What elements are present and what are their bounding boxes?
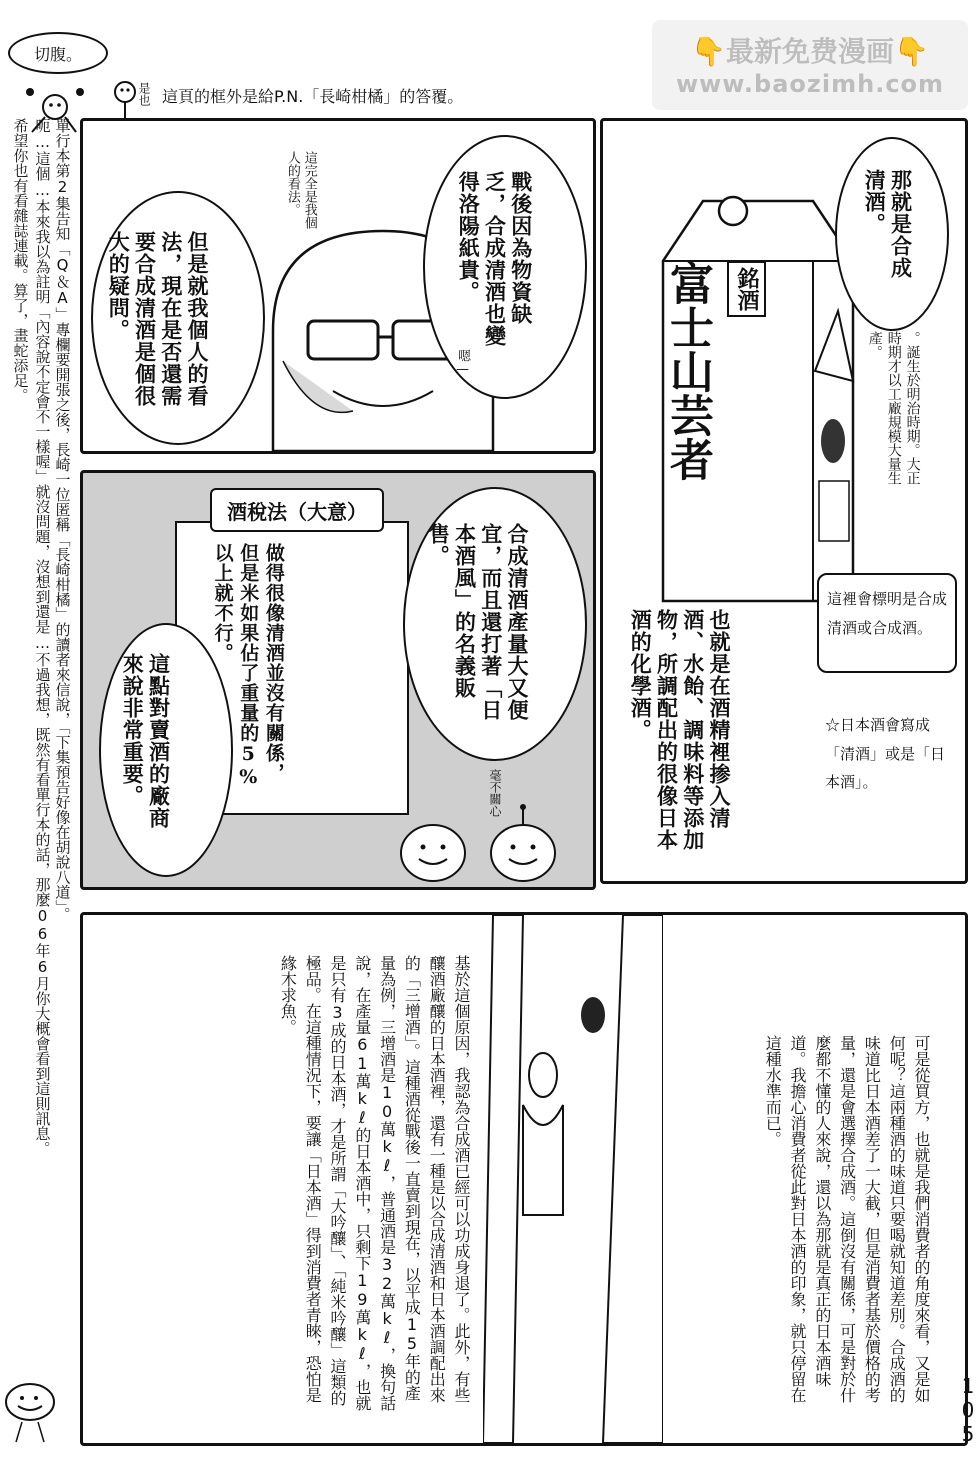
margin-note-col2: 呃…這個…本來我以為註明「內容說不定會不一樣喔」就沒問題，沒想到還是…不過我想，既然有看單行本的話，那麼06年6月你大概會看到這則訊息。 [33,118,52,1156]
panel-4 [80,912,968,1446]
panel3-law-text: 做得很像清酒並沒有關係，但是米如果佔了重量的5%以上就不行。 [211,543,285,789]
panel1-note-small: 這完全是我個人的看法。 [284,151,317,229]
top-note-caption: 這頁的框外是給P.N.「長崎柑橘」的答覆。 [162,87,464,106]
watermark [652,20,968,110]
carton-brand: 富士山芸者 [662,261,713,481]
panel4-text-left: 基於這個原因，我認為合成酒已經可以功成身退了。此外，有些釀酒廠釀的日本酒裡，還有一種是以合成清酒和日本酒調配出來的「三增酒」。這種酒從戰後一直賣到現在，以平成15年的產量為例，三增酒是10萬kℓ，普通酒是32萬kℓ，換句話說，在產量61萬kℓ的日本酒中，只剩下19萬kℓ，也就是只有3成的日本酒，才是所謂「大吟釀」、「純米吟釀」這類的極品。在這種情況下，要讓「日本酒」得到消費者青睞，恐怕是緣木求魚。 [278,955,471,1411]
blob-characters [393,803,573,883]
panel2-note-bottom: ☆日本酒會寫成「清酒」或是「日本酒」。 [825,716,946,791]
panel3-bubble-left-text: 這點對賣酒的廠商來說非常重要。 [120,653,171,829]
margin-note-col1: 單行本第2集告知「Q＆A」專欄要開張之後，長崎一位匿稱「長崎柑橘」的讀者來信說，「下集預告好像在胡說八道」。 [53,118,72,922]
carton-label-top: 銘酒 [727,261,766,317]
panel1-bubble-right-text: 戰後因為物資缺乏，合成清酒也變得洛陽紙貴。 [456,171,533,347]
panel1-sfx: 嗯— [455,349,470,377]
watermark-url: www.baozimh.com [675,70,945,98]
panel3-scroll-title [210,488,384,532]
panel3-bubble-right-text: 合成清酒產量大又便宜，而且還打著「日本酒風」的名義販售。 [426,523,529,721]
top-note-sfx: 是也 [137,82,151,106]
panel1-bubble-left-text: 但是就我個人的看法，現在是否還需要合成清酒是個很大的疑問。 [106,231,209,407]
page-number: 105 [956,1374,980,1446]
scroll-title-text: 酒稅法（大意） [227,499,367,524]
top-note-bubble-text: 切腹。 [33,44,82,64]
panel-2 [600,118,968,884]
smiley-doodle [2,1380,62,1450]
panel4-text-right: 可是從買方，也就是我們消費者的角度來看，又是如何呢？這兩種酒的味道只要喝就知道差別。合成酒的味道比日本酒差了一大截，但是消費者基於價格的考量，還是會選擇合成酒。這倒沒有關係，可是對於什麼都不懂的人來說，還以為那就是真正的日本酒味道。我擔心消費者從此對日本酒的印象，就只停留在這種水準而已。 [763,1035,931,1403]
panel2-note-side: 。誕生於明治時期。大正時期才以工廠規模大量生產。 [866,331,921,485]
panel2-callout-text: 這裡會標明是合成清酒或合成酒。 [827,590,948,637]
panel2-callout [817,573,957,673]
panel2-narration: 也就是在酒精裡掺入清酒、水飴、調味料等添加物，所調配出的很像日本酒的化學酒。 [628,609,731,851]
panel3-sfx: 毫不關心 [488,769,502,817]
panel2-bubble-text: 那就是合成清酒。 [862,169,913,279]
panel-3 [80,470,596,890]
panel-1 [80,118,596,454]
margin-note-col3: 希望你也有看雜誌連載。算了，畫蛇添足。 [11,118,30,403]
watermark-title: 👇最新免费漫画👇 [691,35,929,68]
